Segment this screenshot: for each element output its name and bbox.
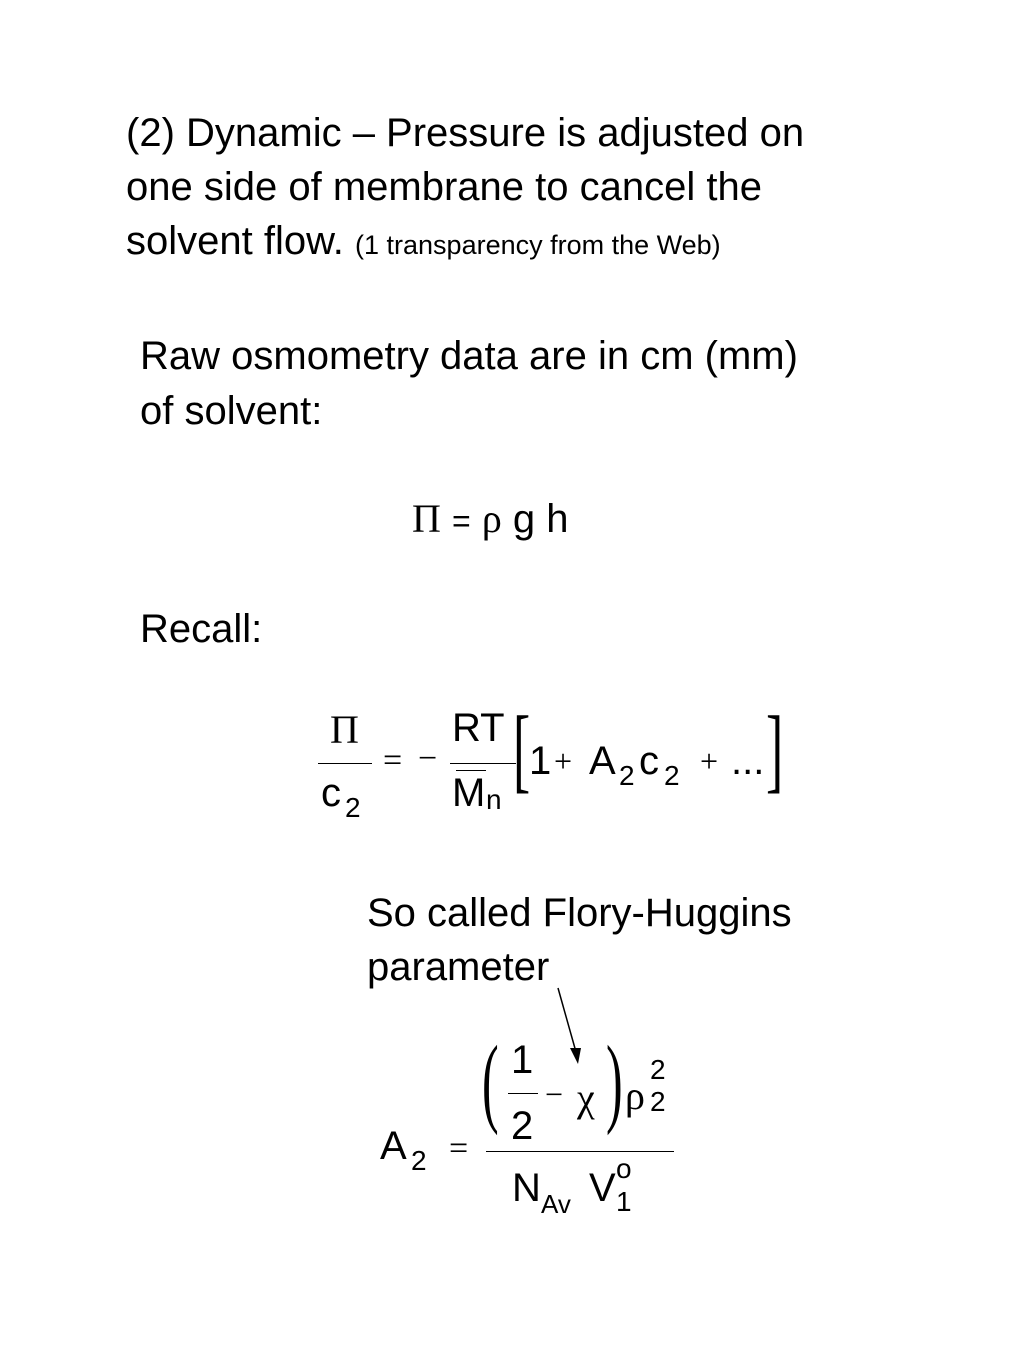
eq3-two: 2 bbox=[511, 1104, 534, 1148]
eq2-right-bracket: ] bbox=[766, 698, 784, 802]
pi-symbol: Π bbox=[412, 496, 441, 541]
eq2-fraction-line-left bbox=[318, 763, 372, 764]
annotation-line-2: parameter bbox=[367, 945, 550, 989]
eq3-n-sub: Av bbox=[541, 1189, 571, 1219]
heading-line-3 bbox=[126, 214, 721, 272]
heading-line-3-text: solvent flow. bbox=[126, 219, 344, 263]
eq2-ellipsis: ... bbox=[731, 739, 765, 783]
eq2-plus-1: + bbox=[554, 743, 573, 779]
rho-symbol: ρ bbox=[481, 496, 502, 541]
eq3-rho-sub: 2 bbox=[650, 1086, 666, 1117]
annotation-line-1: So called Flory-Huggins bbox=[367, 891, 792, 935]
eq3-right-paren: ) bbox=[606, 1025, 623, 1136]
eq3-minus: − bbox=[545, 1076, 564, 1112]
raw-data-line-2: of solvent: bbox=[140, 389, 323, 433]
eq2-a-sub: 2 bbox=[619, 760, 635, 791]
equation-pressure bbox=[412, 492, 569, 548]
eq3-n: N bbox=[512, 1166, 541, 1210]
eq2-one: 1 bbox=[529, 739, 552, 783]
arrow-icon bbox=[550, 986, 590, 1070]
eq2-equals: = bbox=[383, 742, 403, 779]
eq2-rt: RT bbox=[452, 706, 505, 750]
eq2-c: c bbox=[321, 771, 341, 815]
eq2-a: A bbox=[589, 739, 616, 783]
g-h-text: g h bbox=[512, 497, 569, 541]
eq3-fraction-line bbox=[486, 1151, 674, 1152]
eq3-rho: ρ bbox=[625, 1073, 645, 1118]
eq3-equals: = bbox=[449, 1130, 469, 1167]
eq2-m: M bbox=[452, 771, 486, 815]
eq3-chi: χ bbox=[577, 1075, 595, 1120]
eq3-a-sub: 2 bbox=[411, 1145, 427, 1176]
eq2-plus-2: + bbox=[700, 743, 719, 779]
eq2-pi: Π bbox=[330, 707, 359, 752]
heading-note: (1 transparency from the Web) bbox=[355, 230, 721, 260]
eq3-a: A bbox=[380, 1124, 407, 1168]
heading-line-2: one side of membrane to cancel the bbox=[126, 165, 762, 209]
eq2-m-sub: n bbox=[486, 784, 502, 815]
eq3-left-paren: ( bbox=[482, 1025, 499, 1136]
eq2-c2-sub: 2 bbox=[664, 760, 680, 791]
eq2-minus: − bbox=[418, 740, 438, 777]
eq2-c2: c bbox=[639, 739, 659, 783]
eq2-left-bracket: [ bbox=[513, 698, 531, 802]
eq3-one: 1 bbox=[511, 1038, 534, 1082]
eq3-half-line bbox=[508, 1093, 538, 1094]
eq3-v-sup: o bbox=[616, 1153, 632, 1184]
equals-sign: = bbox=[452, 503, 471, 539]
heading-line-1: (2) Dynamic – Pressure is adjusted on bbox=[126, 111, 805, 155]
eq3-rho-sup: 2 bbox=[650, 1054, 666, 1085]
eq2-c-sub: 2 bbox=[345, 792, 361, 823]
raw-data-line-1: Raw osmometry data are in cm (mm) bbox=[140, 334, 798, 378]
eq2-fraction-line-right bbox=[450, 763, 516, 764]
eq3-v-sub: 1 bbox=[616, 1186, 632, 1217]
recall-label: Recall: bbox=[140, 607, 263, 651]
eq3-v: V bbox=[589, 1166, 616, 1210]
